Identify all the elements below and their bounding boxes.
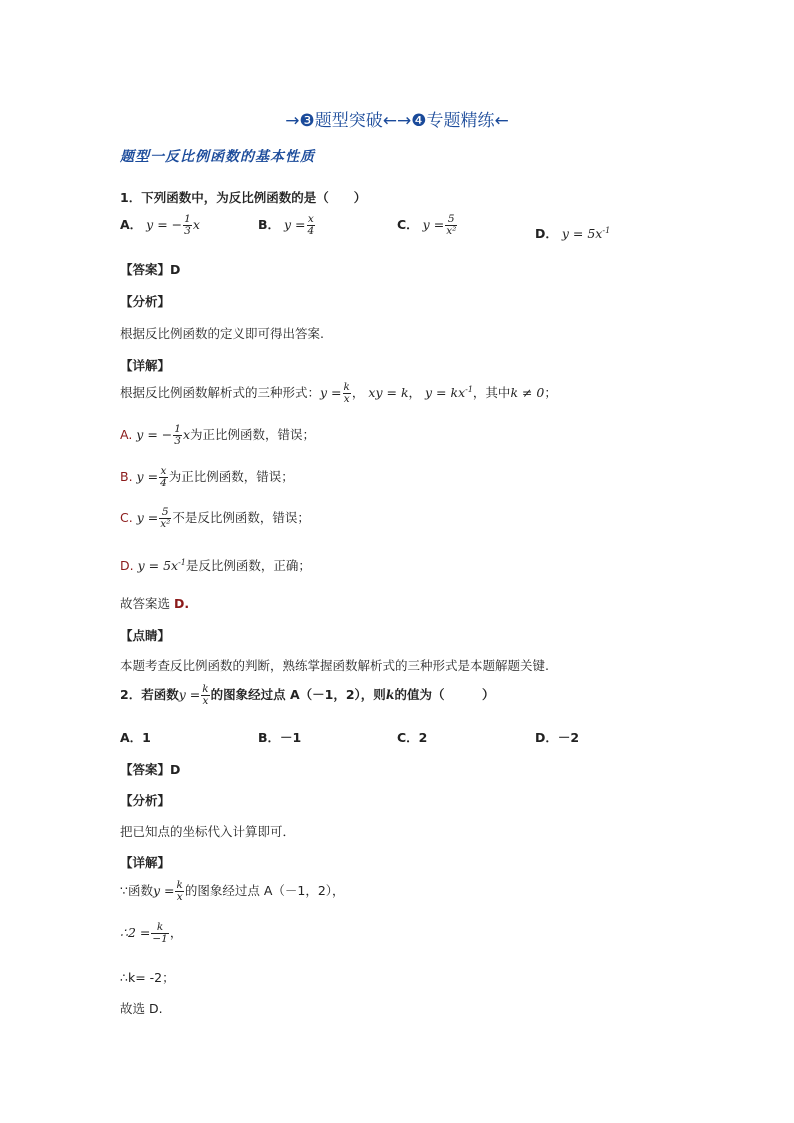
q1-detail-c: C. y = $\frac{5}{\text{x²}}$ 不是反比例函数，错误； [120,506,310,530]
q1-conclusion: 故答案选 D. [120,596,190,611]
q1-detail-b: B. y = $\frac{x}{4}$ 为正比例函数，错误； [120,465,294,489]
q2-conclusion: 故选 D. [120,1001,163,1016]
q1-answer: 【答案】D [120,262,181,277]
q1-comment-label: 【点睛】 [120,628,171,643]
q1-analysis-label: 【分析】 [120,294,171,309]
q1-detail-d: D. $y = 5x^{-1}$是反比例函数，正确； [120,557,311,573]
q2-analysis: 把已知点的坐标代入计算即可． [120,824,296,839]
q1-comment: 本题考查反比例函数的判断，熟练掌握函数解析式的三种形式是本题解题关键. [120,658,549,673]
q2-option-a: A．1 [120,730,151,745]
q1-option-a: A． y = − $\frac{1}{3}$ x [120,213,200,237]
q2-stem: 2．若函数y = $\frac{k}{x}$ 的图象经过点 A（－1，2），则k的值为（ ） [120,683,495,707]
q1-detail-intro: 根据反比例函数解析式的三种形式：y = $\frac{k}{x}$ ， xy = k， $y = kx^{-1}$，其中k ≠ 0； [120,381,557,405]
q1-option-d: D． $y = 5x^{-1}$ [535,225,611,241]
q2-answer: 【答案】D [120,762,181,777]
q2-option-d: D．－2 [535,730,580,745]
q1-option-c: C． y = $\frac{5}{\text{x²}}$ [397,213,457,237]
q1-detail-label: 【详解】 [120,358,171,373]
q2-option-b: B．－1 [258,730,302,745]
q2-detail-line3: ∴k= -2； [120,970,175,985]
q2-option-c: C．2 [397,730,428,745]
q2-detail-line2: ∴2 = $\frac{k}{-1}$ ， [120,921,183,945]
q1-detail-a: A. y = − $\frac{1}{3}$ x为正比例函数，错误； [120,423,316,447]
q1-option-b: B． y = $\frac{x}{4}$ [258,213,315,237]
q2-analysis-label: 【分析】 [120,793,171,808]
q1-analysis: 根据反比例函数的定义即可得出答案. [120,326,324,341]
page-title: →❸题型突破←→❹专题精练← [285,111,509,131]
q1-stem: 1．下列函数中，为反比例函数的是（ ） [120,190,367,205]
q2-detail-line1: ∵函数y = $\frac{k}{x}$ 的图象经过点 A（－1，2）， [120,879,345,903]
q2-detail-label: 【详解】 [120,855,171,870]
section-heading: 题型一反比例函数的基本性质 [120,149,315,165]
